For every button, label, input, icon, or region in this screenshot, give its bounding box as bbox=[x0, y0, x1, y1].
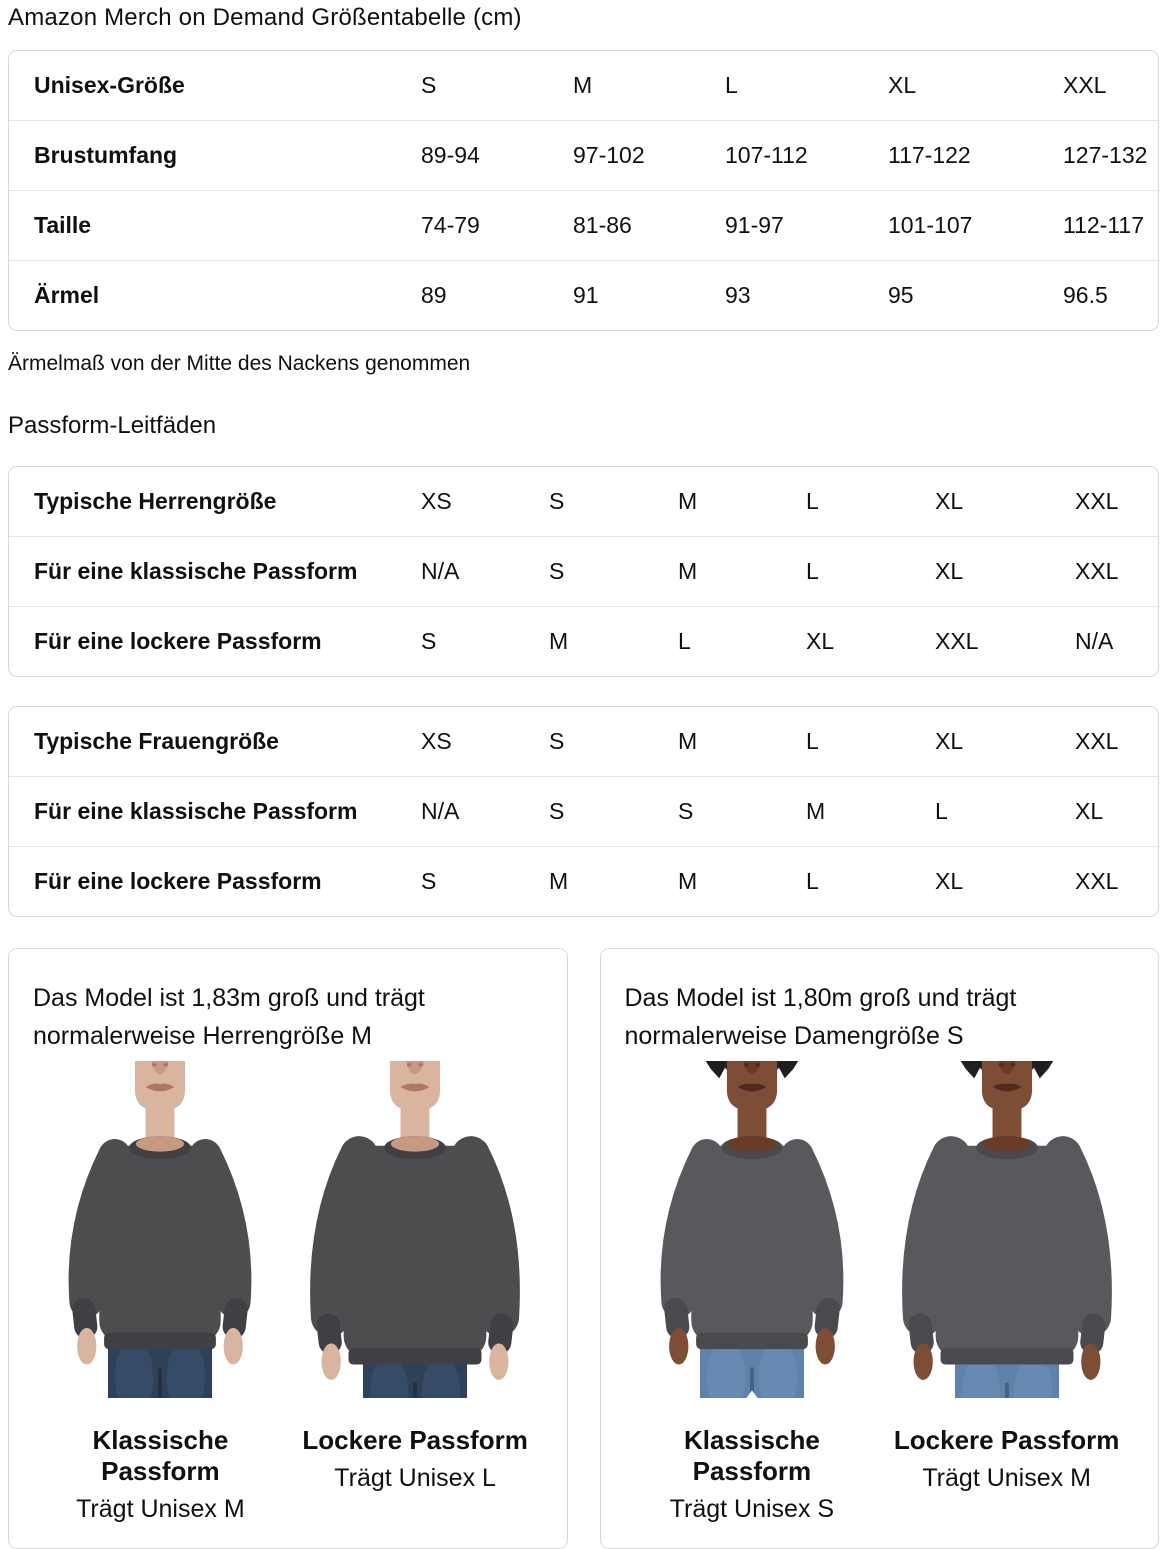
size-cell: S bbox=[421, 868, 549, 895]
womens-fit-table bbox=[8, 706, 1159, 917]
size-cell: 91-97 bbox=[725, 212, 888, 239]
table-row bbox=[9, 606, 1158, 676]
size-cell: 89-94 bbox=[421, 142, 573, 169]
size-cell: XL bbox=[1075, 798, 1148, 825]
size-cell: 107-112 bbox=[725, 142, 888, 169]
row-label: Typische Frauengröße bbox=[34, 728, 421, 755]
size-cell: S bbox=[549, 798, 678, 825]
size-cell: 89 bbox=[421, 282, 573, 309]
size-cell: 74-79 bbox=[421, 212, 573, 239]
model-photos bbox=[33, 1061, 543, 1524]
fit-guides-heading: Passform-Leitfäden bbox=[8, 412, 1159, 440]
size-cell: N/A bbox=[421, 558, 549, 585]
loose-fit-column bbox=[879, 1061, 1134, 1524]
size-cell: XL bbox=[935, 488, 1075, 515]
size-cell: 96.5 bbox=[1063, 282, 1148, 309]
model-description: Das Model ist 1,83m groß und trägt normalerweise Herrengröße M bbox=[33, 979, 538, 1055]
table-row bbox=[9, 120, 1158, 190]
fit-label: Klassische Passform bbox=[33, 1425, 288, 1487]
row-label: Unisex-Größe bbox=[34, 72, 421, 99]
size-cell: XXL bbox=[1075, 728, 1148, 755]
size-cell: L bbox=[806, 488, 935, 515]
model-cards bbox=[8, 948, 1159, 1549]
size-cell: S bbox=[549, 488, 678, 515]
row-label: Für eine lockere Passform bbox=[34, 868, 421, 895]
fit-size-worn: Trägt Unisex S bbox=[670, 1495, 834, 1524]
size-cell: XXL bbox=[935, 628, 1075, 655]
table-row bbox=[9, 260, 1158, 330]
table-row bbox=[9, 776, 1158, 846]
model-photos bbox=[625, 1061, 1135, 1524]
size-cell: XL bbox=[888, 72, 1063, 99]
table-row bbox=[9, 190, 1158, 260]
size-cell: N/A bbox=[1075, 628, 1148, 655]
size-cell: XS bbox=[421, 488, 549, 515]
size-cell: 127-132 bbox=[1063, 142, 1148, 169]
size-cell: XXL bbox=[1063, 72, 1148, 99]
size-cell: S bbox=[549, 728, 678, 755]
sleeve-measure-note: Ärmelmaß von der Mitte des Nackens genommen bbox=[8, 352, 1159, 376]
size-cell: XL bbox=[935, 868, 1075, 895]
size-cell: M bbox=[806, 798, 935, 825]
size-cell: 112-117 bbox=[1063, 212, 1148, 239]
table-row bbox=[9, 707, 1158, 776]
model-photo-loose-fit bbox=[901, 1061, 1113, 1411]
size-cell: M bbox=[573, 72, 725, 99]
size-cell: L bbox=[725, 72, 888, 99]
model-photo-classic-fit bbox=[54, 1061, 266, 1411]
table-row bbox=[9, 536, 1158, 606]
size-cell: 95 bbox=[888, 282, 1063, 309]
male-model-card bbox=[8, 948, 568, 1549]
size-cell: 81-86 bbox=[573, 212, 725, 239]
fit-size-worn: Trägt Unisex M bbox=[76, 1495, 245, 1524]
fit-label: Lockere Passform bbox=[894, 1425, 1119, 1456]
size-cell: M bbox=[678, 868, 806, 895]
classic-fit-column bbox=[625, 1061, 880, 1524]
fit-size-worn: Trägt Unisex M bbox=[922, 1464, 1091, 1493]
model-description: Das Model ist 1,80m groß und trägt normalerweise Damengröße S bbox=[625, 979, 1130, 1055]
size-cell: 97-102 bbox=[573, 142, 725, 169]
size-cell: L bbox=[935, 798, 1075, 825]
table-row bbox=[9, 846, 1158, 916]
size-cell: XXL bbox=[1075, 558, 1148, 585]
female-model-card bbox=[600, 948, 1160, 1549]
fit-size-worn: Trägt Unisex L bbox=[334, 1464, 496, 1493]
row-label: Für eine klassische Passform bbox=[34, 798, 421, 825]
size-cell: 91 bbox=[573, 282, 725, 309]
size-cell: XXL bbox=[1075, 488, 1148, 515]
model-photo-classic-fit bbox=[646, 1061, 858, 1411]
table-row bbox=[9, 51, 1158, 120]
loose-fit-column bbox=[288, 1061, 543, 1524]
size-cell: S bbox=[678, 798, 806, 825]
row-label: Für eine klassische Passform bbox=[34, 558, 421, 585]
size-cell: S bbox=[421, 628, 549, 655]
size-cell: M bbox=[549, 868, 678, 895]
table-row bbox=[9, 467, 1158, 536]
size-cell: 93 bbox=[725, 282, 888, 309]
size-cell: 117-122 bbox=[888, 142, 1063, 169]
fit-label: Klassische Passform bbox=[625, 1425, 880, 1487]
row-label: Ärmel bbox=[34, 282, 421, 309]
size-cell: XL bbox=[935, 558, 1075, 585]
size-cell: L bbox=[806, 868, 935, 895]
size-cell: XS bbox=[421, 728, 549, 755]
model-photo-loose-fit bbox=[309, 1061, 521, 1411]
page-title: Amazon Merch on Demand Größentabelle (cm) bbox=[8, 4, 1159, 32]
size-cell: N/A bbox=[421, 798, 549, 825]
size-cell: XL bbox=[806, 628, 935, 655]
mens-fit-table bbox=[8, 466, 1159, 677]
row-label: Typische Herrengröße bbox=[34, 488, 421, 515]
fit-label: Lockere Passform bbox=[302, 1425, 527, 1456]
size-cell: M bbox=[678, 728, 806, 755]
size-cell: S bbox=[421, 72, 573, 99]
size-cell: M bbox=[549, 628, 678, 655]
unisex-size-table bbox=[8, 50, 1159, 331]
row-label: Taille bbox=[34, 212, 421, 239]
size-cell: XXL bbox=[1075, 868, 1148, 895]
size-cell: L bbox=[806, 558, 935, 585]
row-label: Brustumfang bbox=[34, 142, 421, 169]
size-cell: XL bbox=[935, 728, 1075, 755]
size-cell: L bbox=[678, 628, 806, 655]
size-cell: S bbox=[549, 558, 678, 585]
size-cell: 101-107 bbox=[888, 212, 1063, 239]
row-label: Für eine lockere Passform bbox=[34, 628, 421, 655]
size-cell: L bbox=[806, 728, 935, 755]
classic-fit-column bbox=[33, 1061, 288, 1524]
size-cell: M bbox=[678, 488, 806, 515]
size-cell: M bbox=[678, 558, 806, 585]
